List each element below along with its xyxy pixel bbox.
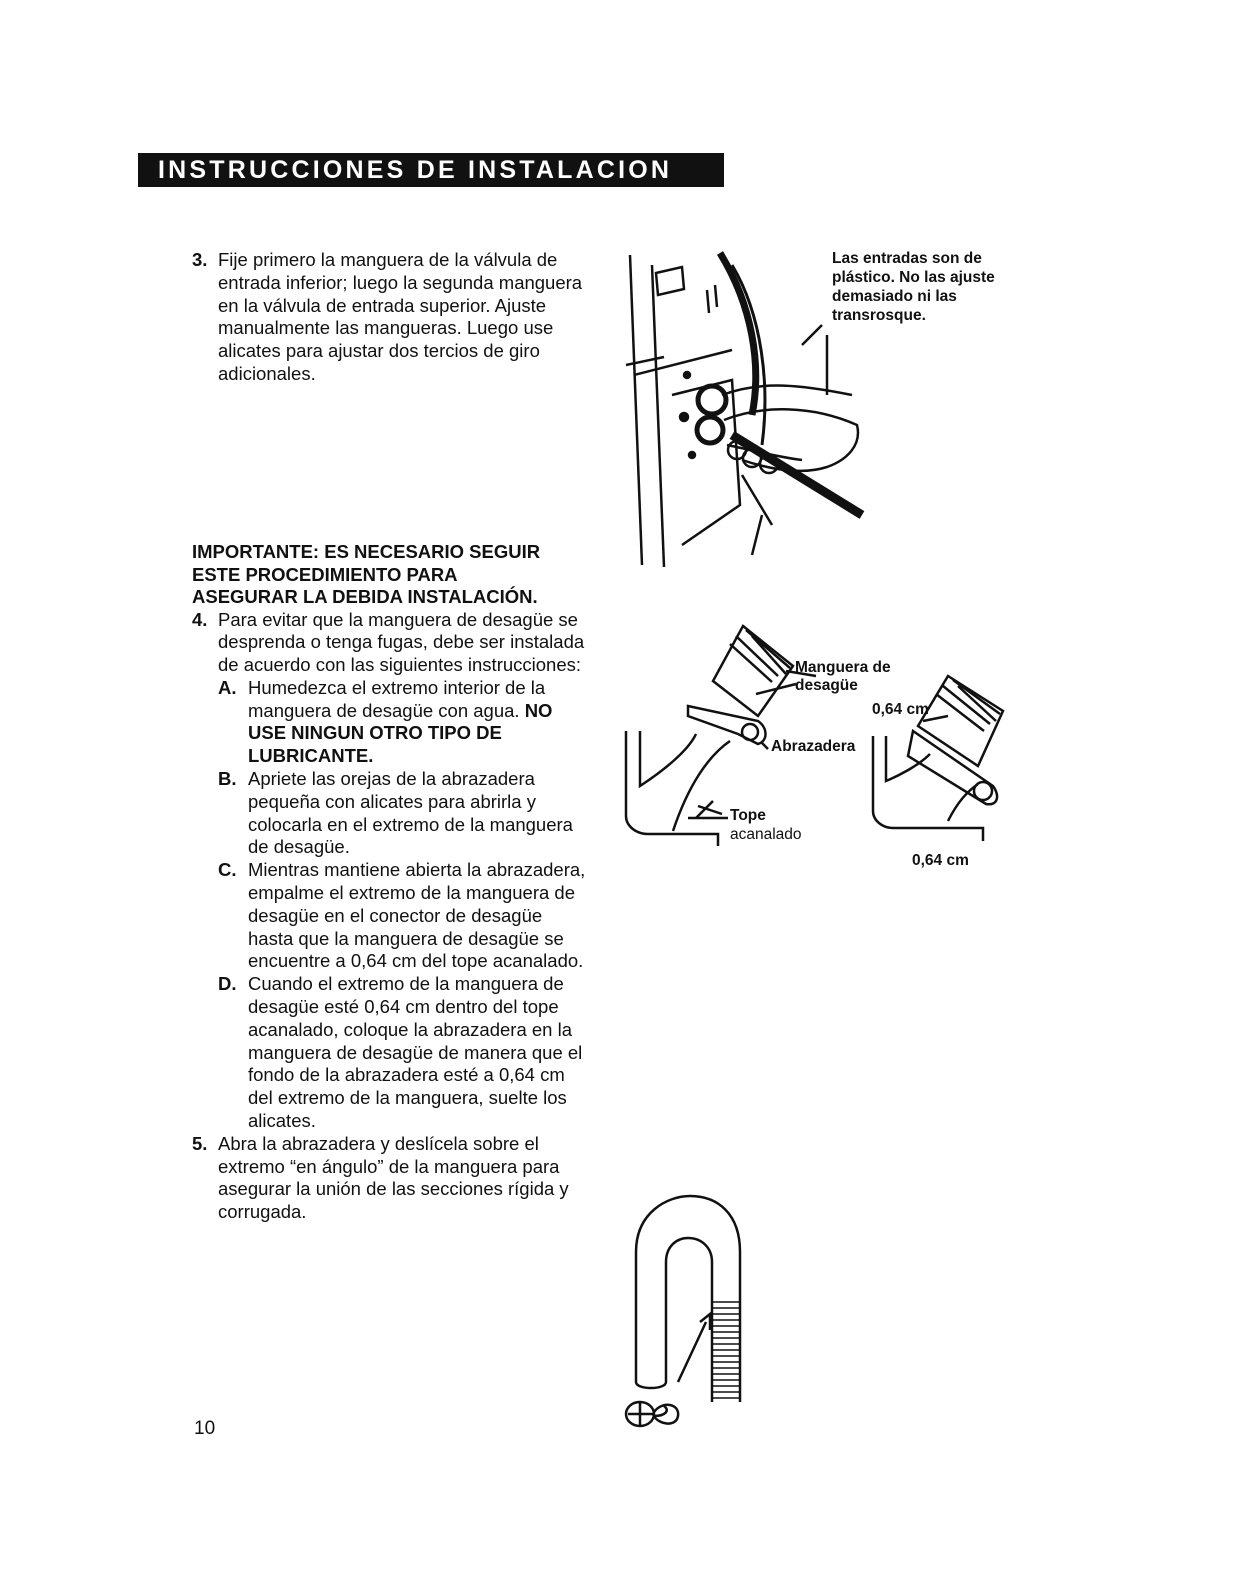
step-4-item-c [192, 859, 592, 973]
stop-label-1: Tope [730, 807, 766, 824]
step-5-number: 5. [192, 1132, 208, 1154]
item-a-letter: A. [218, 676, 237, 698]
step-3-text: Fije primero la manguera de la válvula de entrada inferior; luego la segunda manguera en la válvula de entrada superior. Ajuste manualmente las mangueras. Luego use alicates para ajustar dos tercios de giro adicionales. [218, 249, 583, 384]
important-line-2: ESTE PROCEDIMIENTO PARA [192, 563, 458, 585]
step-4-item-a [192, 677, 592, 768]
step-3-number: 3. [192, 249, 208, 270]
small-clamp [626, 1402, 678, 1426]
item-a-warning: NO USE NINGUN OTRO TIPO DE LUBRICANTE. [248, 699, 553, 767]
step-4 [192, 609, 592, 677]
item-c-text: Mientras mantiene abierta la abrazadera, empalme el extremo de la manguera de desagüe en el conector de desagüe hasta que la manguera de desagüe se encuentre a 0,64 cm del tope acanalado. [248, 859, 586, 972]
step-3-block [192, 249, 592, 386]
clamp-label: Abrazadera [771, 738, 856, 755]
u-shaped-hose-illustration [618, 1192, 758, 1442]
step-4-text: Para evitar que la manguera de desagüe se desprenda o tenga fugas, debe ser instalada de acuerdo con las siguientes instrucciones: [218, 608, 585, 676]
item-d-text: Cuando el extremo de la manguera de desagüe esté 0,64 cm dentro del tope acanalado, coloque la abrazadera en la manguera de desagüe de manera que el fondo de la abrazadera esté a 0,64 cm del extremo de la manguera, suelte los alicates. [248, 973, 583, 1132]
item-d-letter: D. [218, 973, 237, 995]
drain-hose-clamp-illustration [618, 606, 1018, 866]
item-b-letter: B. [218, 768, 237, 790]
step-5 [192, 1133, 592, 1224]
step-4-number: 4. [192, 608, 208, 630]
item-a-text: Humedezca el extremo interior de la manguera de desagüe con agua. [248, 676, 546, 721]
page-number: 10 [194, 1418, 216, 1439]
item-c-letter: C. [218, 859, 237, 881]
main-instructions [192, 541, 592, 1224]
hose-label-2: desagüe [795, 677, 858, 694]
step-4-item-d [192, 973, 592, 1133]
step-4-item-b [192, 768, 592, 859]
step-3 [192, 249, 592, 386]
section-header: INSTRUCCIONES DE INSTALACION [138, 153, 724, 187]
important-line-1: IMPORTANTE: ES NECESARIO SEGUIR [192, 541, 541, 562]
corrugated-section [712, 1302, 740, 1398]
measure-top-label: 0,64 cm [872, 701, 929, 718]
right-ribbed-hose [918, 676, 1003, 766]
hose-label-1: Manguera de [795, 659, 891, 676]
stop-label-2: acanalado [730, 826, 802, 843]
item-b-text: Apriete las orejas de la abrazadera pequeña con alicates para abrirla y colocarla en el extremo de la manguera de desagüe. [248, 768, 573, 858]
measure-bottom-label: 0,64 cm [912, 852, 969, 869]
inlet-caption: Las entradas son de plástico. No las ajuste demasiado ni las transrosque. [832, 250, 995, 324]
important-line-3: ASEGURAR LA DEBIDA INSTALACIÓN. [192, 586, 538, 607]
step-5-text: Abra la abrazadera y deslícela sobre el extremo “en ángulo” de la manguera para asegurar la unión de las secciones rígida y corrugada. [218, 1132, 569, 1223]
ribbed-hose-end [713, 626, 793, 716]
